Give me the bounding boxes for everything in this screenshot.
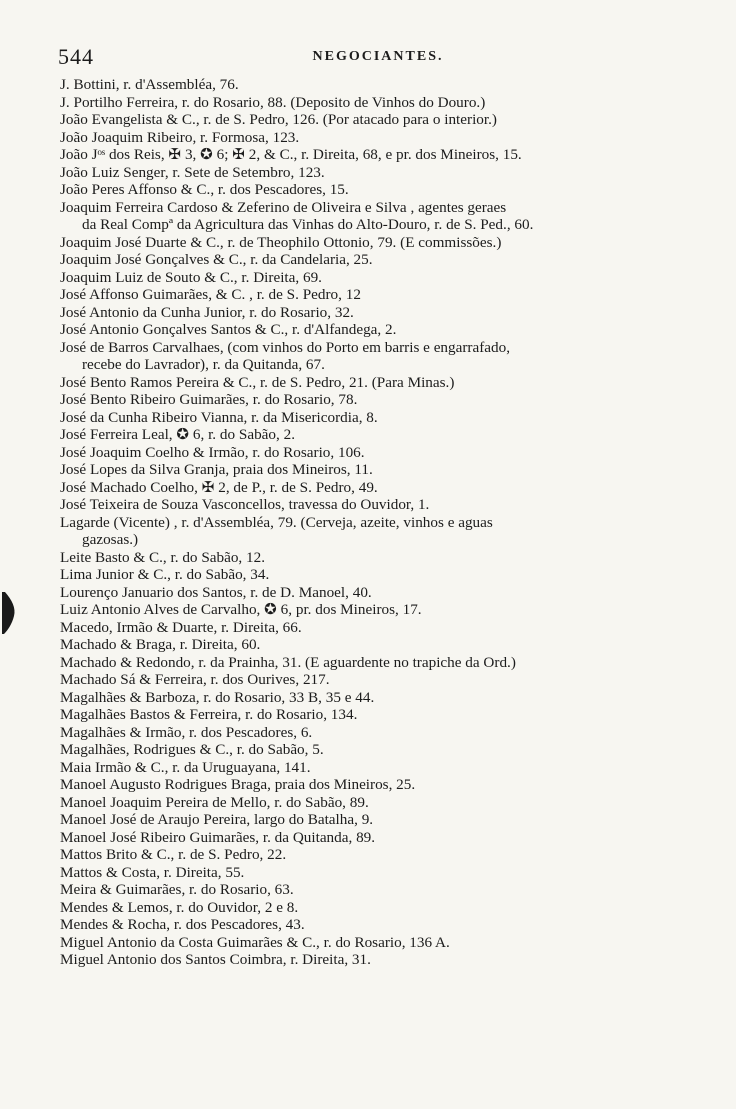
directory-entry xyxy=(60,461,705,479)
entry-text: J. Bottini, r. d'Assembléa, 76. xyxy=(60,76,239,93)
entry-text: Manoel Joaquim Pereira de Mello, r. do Sabão, 89. xyxy=(60,793,369,811)
page-header xyxy=(58,44,698,72)
directory-entry xyxy=(60,374,705,392)
directory-entry xyxy=(60,741,705,759)
directory-entry xyxy=(60,286,705,304)
page-number: 544 xyxy=(58,44,94,69)
directory-entry xyxy=(60,811,705,829)
entry-text: Joaquim José Gonçalves & C., r. da Candelaria, 25. xyxy=(60,251,373,268)
entry-text: Meira & Guimarães, r. do Rosario, 63. xyxy=(60,881,294,898)
entry-text: Luiz Antonio Alves de Carvalho, ✪ 6, pr. dos Mineiros, 17. xyxy=(60,601,422,618)
entry-text: Lagarde (Vicente) , r. d'Assembléa, 79. (Cerveja, azeite, vinhos e aguas xyxy=(60,513,493,531)
entry-text: J. Portilho Ferreira, r. do Rosario, 88. (Deposito de Vinhos do Douro.) xyxy=(60,93,486,111)
entry-text: José Antonio Gonçalves Santos & C., r. d'Alfandega, 2. xyxy=(60,321,397,338)
entry-text: Magalhães Bastos & Ferreira, r. do Rosario, 134. xyxy=(60,706,358,723)
entry-text: Mattos & Costa, r. Direita, 55. xyxy=(60,863,245,881)
directory-entry xyxy=(60,794,705,812)
entry-text: Manoel Augusto Rodrigues Braga, praia dos Mineiros, 25. xyxy=(60,776,416,793)
entry-text: João Jᵒˢ dos Reis, ✠ 3, ✪ 6; ✠ 2, & C., r. Direita, 68, e pr. dos Mineiros, 15. xyxy=(60,146,522,163)
entry-continuation: gazosas.) xyxy=(82,531,139,548)
directory-entry xyxy=(60,444,705,462)
entry-text: João Peres Affonso & C., r. dos Pescadores, 15. xyxy=(60,181,349,198)
directory-entry xyxy=(60,846,705,864)
entry-text: José Lopes da Silva Granja, praia dos Mineiros, 11. xyxy=(60,461,373,478)
directory-entry xyxy=(60,706,705,724)
directory-entry xyxy=(60,584,705,602)
directory-entry xyxy=(60,934,705,952)
entry-text: Mattos Brito & C., r. de S. Pedro, 22. xyxy=(60,846,287,863)
entry-continuation: da Real Compª da Agricultura das Vinhas do Alto-Douro, r. de S. Ped., 60. xyxy=(82,216,534,233)
directory-entry xyxy=(60,689,705,707)
entry-text: Joaquim Ferreira Cardoso & Zeferino de Oliveira e Silva , agentes geraes xyxy=(60,198,507,216)
entry-text: Machado Sá & Ferreira, r. dos Ourives, 217. xyxy=(60,671,330,688)
entry-text: João Evangelista & C., r. de S. Pedro, 126. (Por atacado para o interior.) xyxy=(60,111,497,128)
directory-entry xyxy=(60,864,705,882)
entry-text: José Bento Ramos Pereira & C., r. de S. Pedro, 21. (Para Minas.) xyxy=(60,373,455,391)
entry-text: José Bento Ribeiro Guimarães, r. do Rosario, 78. xyxy=(60,391,358,408)
entry-text: Maia Irmão & C., r. da Uruguayana, 141. xyxy=(60,758,311,776)
directory-entry xyxy=(60,951,705,969)
entry-text: José Antonio da Cunha Junior, r. do Rosario, 32. xyxy=(60,303,354,321)
directory-entry xyxy=(60,881,705,899)
directory-entry xyxy=(60,671,705,689)
directory-entry xyxy=(60,514,705,549)
directory-entry xyxy=(60,426,705,444)
directory-entry xyxy=(60,619,705,637)
entry-text: Lourenço Januario dos Santos, r. de D. Manoel, 40. xyxy=(60,583,372,601)
directory-entry xyxy=(60,199,705,234)
directory-entry xyxy=(60,94,705,112)
merchant-list xyxy=(60,76,705,969)
directory-entry xyxy=(60,724,705,742)
entry-text: João Joaquim Ribeiro, r. Formosa, 123. xyxy=(60,128,300,146)
entry-text: Magalhães & Barboza, r. do Rosario, 33 B, 35 e 44. xyxy=(60,688,375,706)
directory-entry xyxy=(60,111,705,129)
directory-entry xyxy=(60,146,705,164)
directory-entry xyxy=(60,234,705,252)
directory-entry xyxy=(60,251,705,269)
running-title: NEGOCIANTES. xyxy=(312,49,444,64)
entry-text: José da Cunha Ribeiro Vianna, r. da Misericordia, 8. xyxy=(60,408,378,426)
entry-text: José Affonso Guimarães, & C. , r. de S. Pedro, 12 xyxy=(60,286,361,303)
entry-text: José Teixeira de Souza Vasconcellos, travessa do Ouvidor, 1. xyxy=(60,496,430,513)
directory-entry xyxy=(60,776,705,794)
entry-continuation: recebe do Lavrador), r. da Quitanda, 67. xyxy=(82,356,325,373)
directory-entry xyxy=(60,636,705,654)
entry-text: Manoel José Ribeiro Guimarães, r. da Quitanda, 89. xyxy=(60,828,376,846)
directory-entry xyxy=(60,479,705,497)
directory-entry xyxy=(60,916,705,934)
entry-text: José Joaquim Coelho & Irmão, r. do Rosario, 106. xyxy=(60,443,365,461)
directory-entry xyxy=(60,76,705,94)
entry-text: João Luiz Senger, r. Sete de Setembro, 123. xyxy=(60,163,325,181)
entry-text: José Ferreira Leal, ✪ 6, r. do Sabão, 2. xyxy=(60,426,295,443)
entry-text: Machado & Redondo, r. da Prainha, 31. (E aguardente no trapiche da Ord.) xyxy=(60,653,516,671)
entry-text: Mendes & Lemos, r. do Ouvidor, 2 e 8. xyxy=(60,898,299,916)
directory-entry xyxy=(60,181,705,199)
directory-entry xyxy=(60,164,705,182)
entry-text: José de Barros Carvalhaes, (com vinhos do Porto em barris e engarrafado, xyxy=(60,338,511,356)
entry-text: Manoel José de Araujo Pereira, largo do Batalha, 9. xyxy=(60,811,374,828)
directory-entry xyxy=(60,304,705,322)
directory-entry xyxy=(60,566,705,584)
entry-text: Macedo, Irmão & Duarte, r. Direita, 66. xyxy=(60,618,302,636)
entry-text: Leite Basto & C., r. do Sabão, 12. xyxy=(60,548,266,566)
directory-entry xyxy=(60,339,705,374)
entry-text: Magalhães & Irmão, r. dos Pescadores, 6. xyxy=(60,723,313,741)
directory-entry xyxy=(60,269,705,287)
entry-text: José Machado Coelho, ✠ 2, de P., r. de S. Pedro, 49. xyxy=(60,478,378,496)
directory-entry xyxy=(60,549,705,567)
entry-text: Machado & Braga, r. Direita, 60. xyxy=(60,636,261,653)
entry-text: Magalhães, Rodrigues & C., r. do Sabão, 5. xyxy=(60,741,324,758)
directory-entry xyxy=(60,601,705,619)
binding-edge-mark xyxy=(2,592,18,634)
directory-entry xyxy=(60,409,705,427)
directory-entry xyxy=(60,654,705,672)
directory-entry xyxy=(60,829,705,847)
entry-text: Miguel Antonio dos Santos Coimbra, r. Direita, 31. xyxy=(60,951,371,968)
entry-text: Mendes & Rocha, r. dos Pescadores, 43. xyxy=(60,916,305,933)
directory-entry xyxy=(60,391,705,409)
directory-entry xyxy=(60,759,705,777)
entry-text: Lima Junior & C., r. do Sabão, 34. xyxy=(60,566,270,583)
entry-text: Joaquim Luiz de Souto & C., r. Direita, 69. xyxy=(60,268,322,286)
directory-entry xyxy=(60,321,705,339)
directory-entry xyxy=(60,129,705,147)
entry-text: Miguel Antonio da Costa Guimarães & C., r. do Rosario, 136 A. xyxy=(60,933,450,951)
directory-entry xyxy=(60,496,705,514)
directory-entry xyxy=(60,899,705,917)
entry-text: Joaquim José Duarte & C., r. de Theophilo Ottonio, 79. (E commissões.) xyxy=(60,233,502,251)
